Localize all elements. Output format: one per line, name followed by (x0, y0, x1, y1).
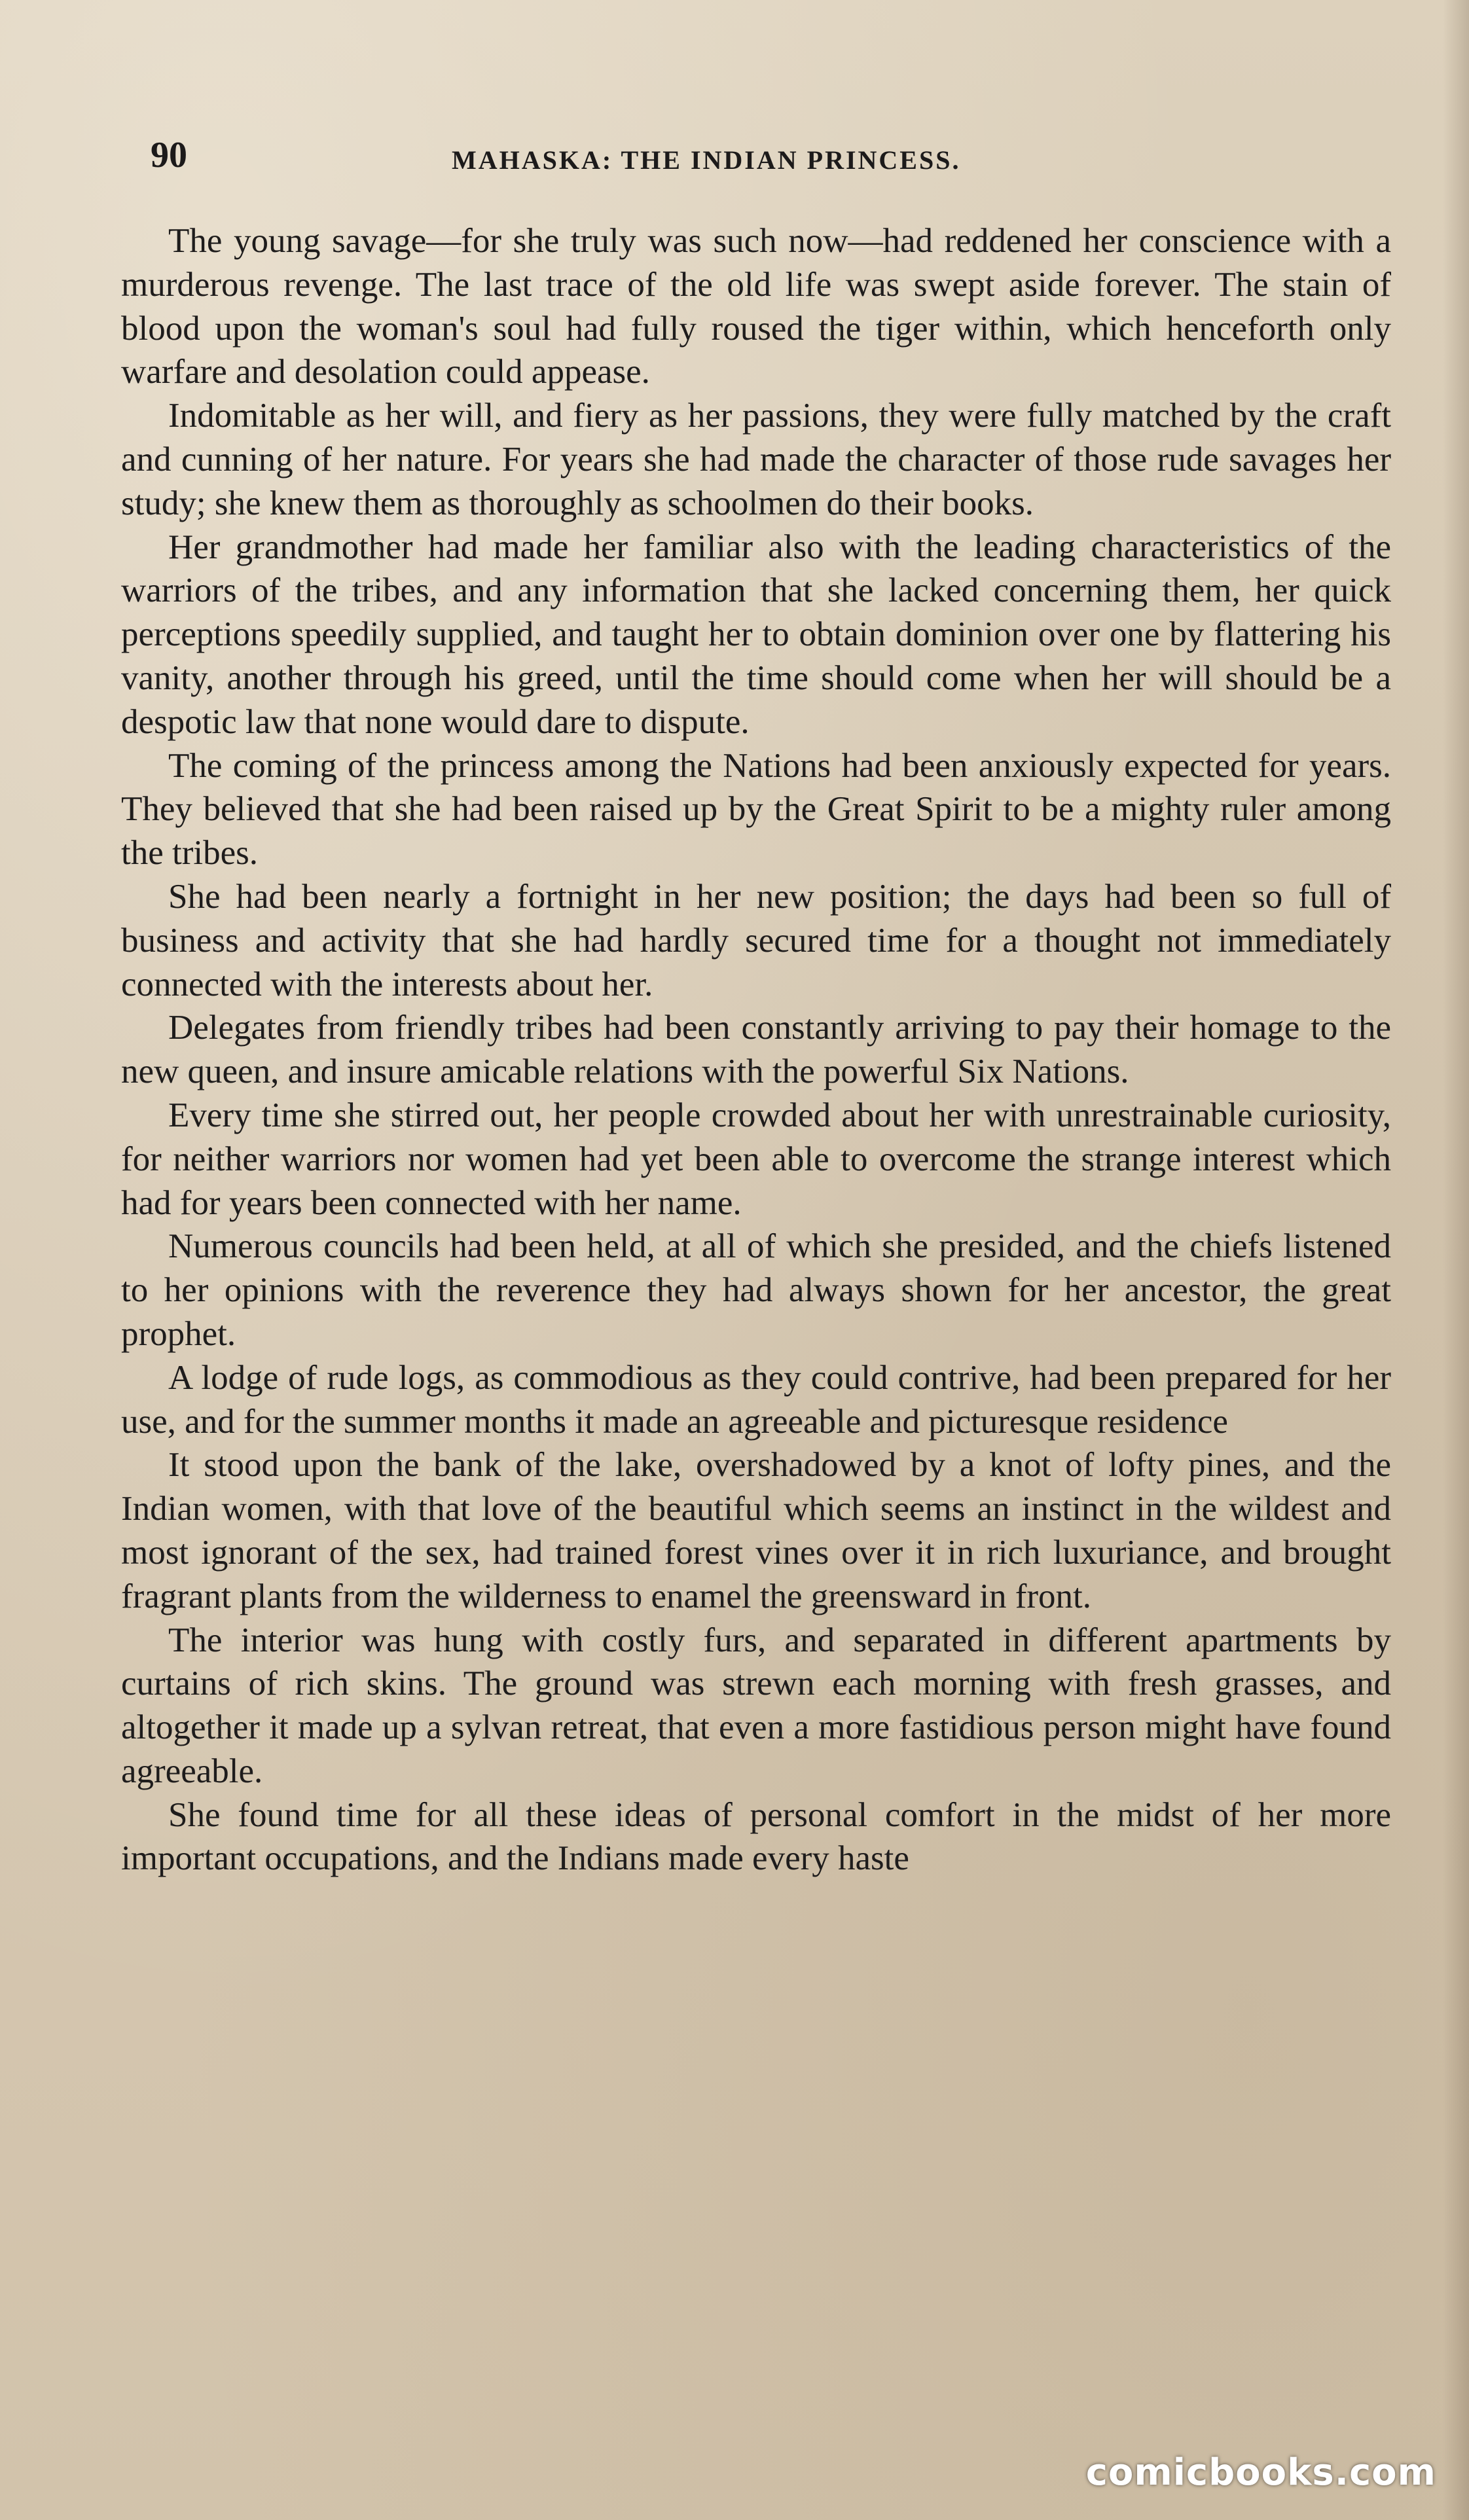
paragraph: Indomitable as her will, and fiery as her passions, they were fully matched by the craft and cunning of her nature. For years she had made the character of those rude savages her study; she knew them as thoroughly as schoolmen do their books. (121, 397, 1391, 522)
paragraph: Delegates from friendly tribes had been constantly arriving to pay their homage to the new queen, and insure amicable relations with the powerful Six Nations. (121, 1009, 1391, 1091)
page-number: 90 (151, 135, 187, 175)
paragraph: The interior was hung with costly furs, and separated in different apartments by curtains of rich skins. The ground was strewn each morning with fresh grasses, and altogether it made up a sylvan retreat, that even a more fastidious person might have found agreeable. (121, 1621, 1391, 1790)
paragraph: Every time she stirred out, her people crowded about her with unrestrainable curiosity, for neither warriors nor women had yet been able to overcome the strange interest which had for years been connected with her name. (121, 1096, 1391, 1222)
body-text (121, 219, 1391, 2360)
site-watermark: comicbooks.com (1085, 2451, 1436, 2494)
page-edge-shadow (1443, 0, 1469, 2520)
page-header (151, 134, 1394, 180)
paragraph: Her grandmother had made her familiar also with the leading characteristics of the warriors of the tribes, and any information that she lacked concerning them, her quick perceptions speedily supplied, and taught her to obtain dominion over one by flattering his vanity, another through his greed, until the time should come when her will should be a despotic law that none would dare to dispute. (121, 528, 1391, 741)
paragraph: It stood upon the bank of the lake, overshadowed by a knot of lofty pines, and the Indian women, with that love of the beautiful which seems an instinct in the wildest and most ignorant of the sex, had trained forest vines over it in rich luxuriance, and brought fragrant plants from the wilderness to enamel the greensward in front. (121, 1446, 1391, 1615)
paragraph: The young savage—for she truly was such now—had reddened her conscience with a murderous revenge. The last trace of the old life was swept aside forever. The stain of blood upon the woman's soul had fully roused the tiger within, which henceforth only warfare and desolation could appease. (121, 222, 1391, 391)
running-head: MAHASKA: THE INDIAN PRINCESS. (452, 145, 961, 175)
paragraph: She found time for all these ideas of personal comfort in the midst of her more important occupations, and the Indians made every haste (121, 1795, 1391, 1878)
paragraph: She had been nearly a fortnight in her new position; the days had been so full of business and activity that she had hardly secured time for a thought not immediately connected with the interests about her. (121, 877, 1391, 1003)
paragraph: A lodge of rude logs, as commodious as they could contrive, had been prepared for her use, and for the summer months it made an agreeable and picturesque residence (121, 1358, 1391, 1441)
paragraph: Numerous councils had been held, at all of which she presided, and the chiefs listened to her opinions with the reverence they had always shown for her ancestor, the great prophet. (121, 1227, 1391, 1353)
paragraph: The coming of the princess among the Nations had been anxiously expected for years. They believed that she had been raised up by the Great Spirit to be a mighty ruler among the tribes. (121, 746, 1391, 873)
